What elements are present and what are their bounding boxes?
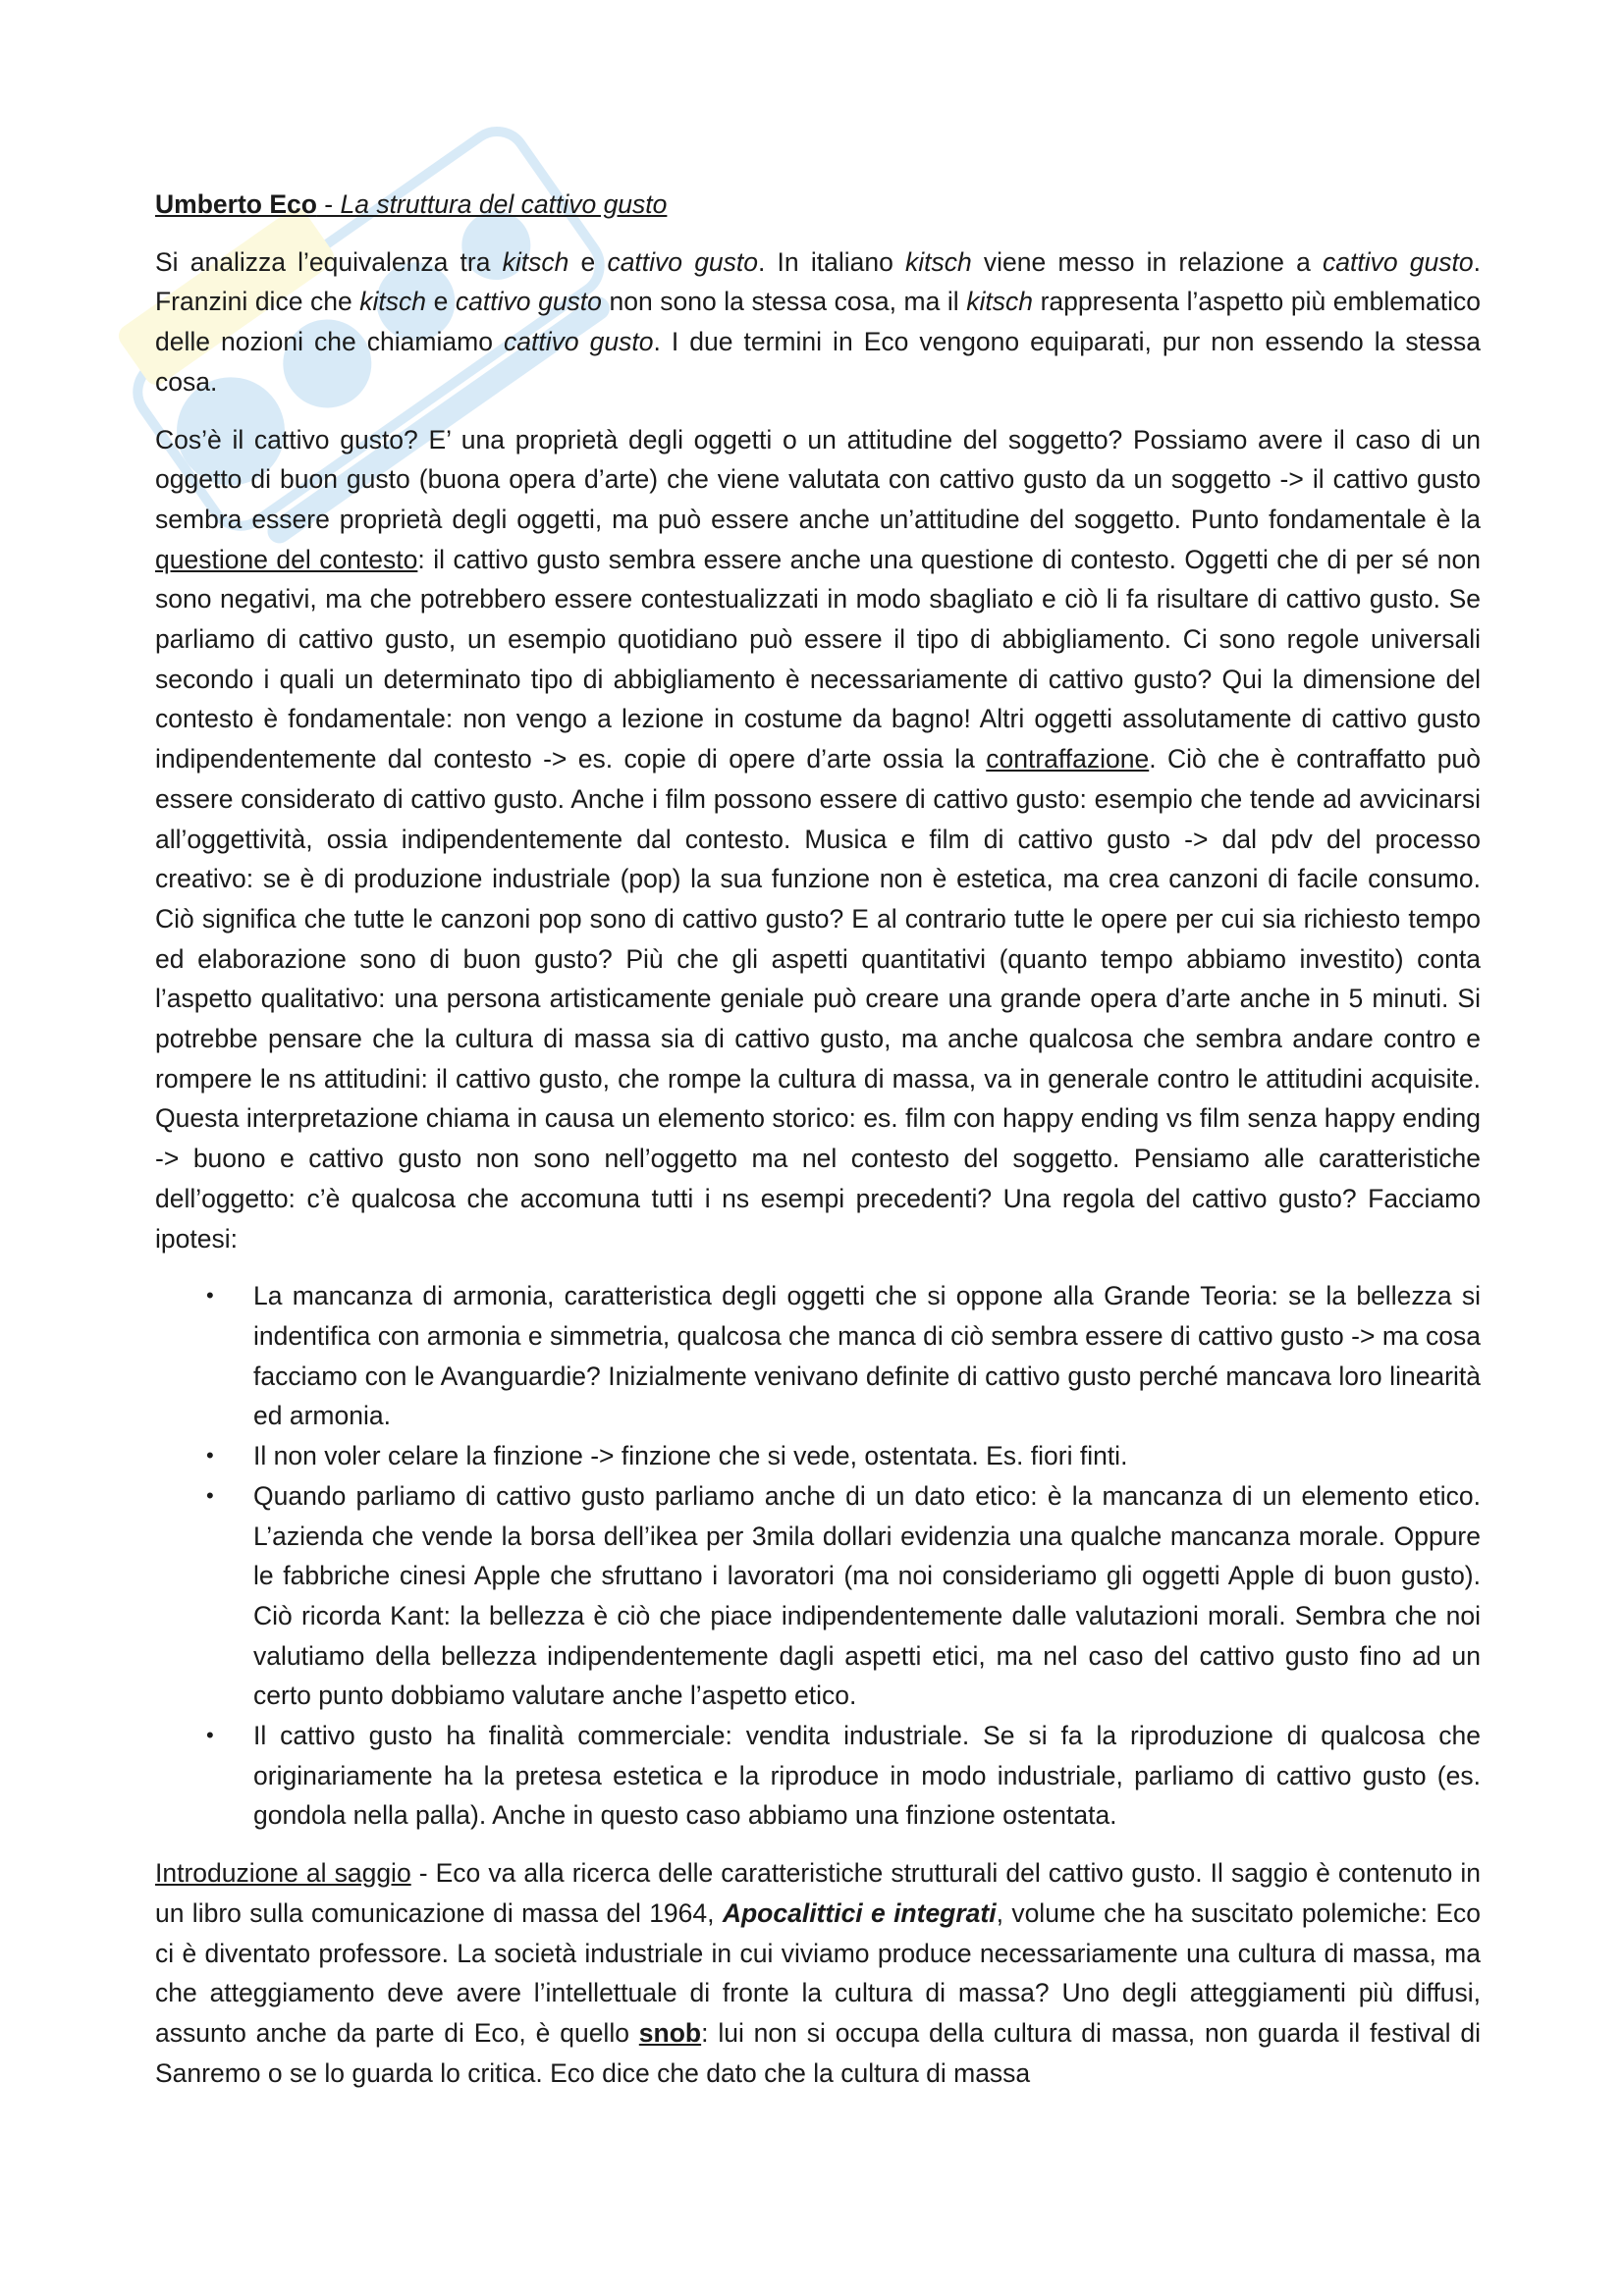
p1-term: cattivo gusto (455, 287, 602, 317)
p1-text: rappresenta l’aspetto più emblematico delle nozioni che chiamiamo (155, 287, 1481, 357)
p3-text: - Eco va alla ricerca delle caratteristiche strutturali del cattivo gusto. Il saggio è contenuto in un libro sulla comunicazione di massa del 1964, (155, 1858, 1481, 1928)
paragraph-3 (155, 1853, 1481, 2093)
list-item-text: Il non voler celare la finzione -> finzione che si vede, ostentata. Es. fiori finti. (253, 1441, 1128, 1471)
list-item (155, 1436, 1481, 1476)
list-item-text: Quando parliamo di cattivo gusto parliamo anche di un dato etico: è la mancanza di un elemento etico. L’azienda che vende la borsa dell’ikea per 3mila dollari evidenzia una qualche mancanza morale. Oppure le fabbriche cinesi Apple che sfruttano i lavoratori (ma noi consideriamo gli oggetti Apple di buon gusto). Ciò ricorda Kant: la bellezza è ciò che piace indipendentemente dalle valutazioni morali. Sembra che noi valutiamo della bellezza indipendentemente dagli aspetti etici, ma nel caso del cattivo gusto fino ad un certo punto dobbiamo valutare anche l’aspetto etico. (253, 1480, 1481, 1711)
paragraph-1 (155, 242, 1481, 402)
p1-term: cattivo gusto (607, 246, 759, 277)
p1-text: Si analizza l’equivalenza tra (155, 246, 503, 277)
document-page (155, 185, 1481, 2110)
bullet-icon: • (206, 1443, 214, 1468)
p1-text: . Franzini dice che (155, 246, 1482, 317)
p1-term: kitsch (966, 287, 1034, 317)
paragraph-2 (155, 420, 1481, 1259)
list-item-text: La mancanza di armonia, caratteristica degli oggetti che si oppone alla Grande Teoria: se la bellezza si indentifica con armonia e simmetria, qualcosa che manca di ciò sembra essere di cattivo gusto -> ma cosa facciamo con le Avanguardie? Inizialmente venivano definite di cattivo gusto perché mancava loro linearità ed armonia. (253, 1281, 1481, 1431)
list-item (155, 1716, 1481, 1836)
p1-term: cattivo gusto (503, 327, 654, 357)
list-item (155, 1476, 1481, 1716)
p1-text: e (426, 287, 456, 317)
p1-text: . In italiano (758, 246, 905, 277)
bullet-icon: • (206, 1283, 214, 1308)
p2-text: . Ciò che è contraffatto può essere considerato di cattivo gusto. Anche i film possono essere di cattivo gusto: esempio che tende ad avvicinarsi all’oggettività, ossia indipendentemente dal contesto. Musica e film di cattivo gusto -> dal pdv del processo creativo: se è di produzione industriale (pop) la sua funzione non è estetica, ma crea canzoni di facile consumo. Ciò significa che tutte le canzoni pop sono di cattivo gusto? E al contrario tutte le opere per cui sia richiesto tempo ed elaborazione sono di buon gusto? Più che gli aspetti quantitativi (quanto tempo abbiamo investito) conta l’aspetto qualitativo: una persona artisticamente geniale può creare una grande opera d’arte anche in 5 minuti. Si potrebbe pensare che la cultura di massa sia di cattivo gusto, ma anche qualcosa che sembra andare contro e rompere le ns attitudini: il cattivo gusto, che rompe la cultura di massa, va in generale contro le attitudini acquisite. Questa interpretazione chiama in causa un elemento storico: es. film con happy ending vs film senza happy ending -> buono e cattivo gusto non sono nell’oggetto ma nel contesto del soggetto. Pensiamo alle caratteristiche dell’oggetto: c’è qualcosa che accomuna tutti i ns esempi precedenti? Una regola del cattivo gusto? Facciamo ipotesi: (155, 744, 1481, 1254)
hypotheses-list (155, 1276, 1481, 1836)
heading-title: La struttura del cattivo gusto (340, 189, 668, 219)
p1-text: . I due termini in Eco vengono equiparati, pur non essendo la stessa cosa. (155, 327, 1482, 397)
bullet-icon: • (206, 1723, 214, 1748)
p2-text: Cos’è il cattivo gusto? E’ una proprietà degli oggetti o un attitudine del soggetto? Possiamo avere il caso di un oggetto di buon gusto (buona opera d’arte) che viene valutata con cattivo gusto da un soggetto -> il cattivo gusto sembra essere proprietà degli oggetti, ma può essere anche un’attitudine del soggetto. Punto fondamentale è la (155, 424, 1481, 534)
bullet-icon: • (206, 1482, 214, 1508)
p2-underlined-term: questione del contesto (155, 544, 418, 574)
p1-term: kitsch (502, 246, 569, 277)
p1-term: kitsch (359, 287, 427, 317)
p2-text: : il cattivo gusto sembra essere anche una questione di contesto. Oggetti che di per sé non sono negativi, ma che potrebbero essere contestualizzati in modo sbagliato e ciò li fa risultare di cattivo gusto. Se parliamo di cattivo gusto, un esempio quotidiano può essere il tipo di abbigliamento. Ci sono regole universali secondo i quali un determinato tipo di abbigliamento è necessariamente di cattivo gusto? Qui la dimensione del contesto è fondamentale: non vengo a lezione in costume da bagno! Altri oggetti assolutamente di cattivo gusto indipendentemente dal contesto -> es. copie di opere d’arte ossia la (155, 544, 1481, 774)
heading-author: Umberto Eco (155, 189, 317, 219)
heading-underline (155, 189, 667, 219)
p3-text: : lui non si occupa della cultura di massa, non guarda il festival di Sanremo o se lo guarda lo critica. Eco dice che dato che la cultura di massa (155, 2017, 1481, 2088)
p3-book-title: Apocalittici e integrati (722, 1897, 997, 1928)
p1-term: cattivo gusto (1323, 246, 1474, 277)
heading-separator: - (316, 189, 341, 219)
p3-keyword: snob (638, 2017, 702, 2048)
p1-text: e (568, 246, 608, 277)
p2-underlined-term: contraffazione (986, 744, 1150, 774)
p3-text: , volume che ha suscitato polemiche: Eco ci è diventato professore. La società industriale in cui viviamo produce necessariamente una cultura di massa, ma che atteggiamento deve avere l’intellettuale di fronte la cultura di massa? Uno degli atteggiamenti più diffusi, assunto anche da parte di Eco, è quello (155, 1897, 1482, 2048)
p1-text: non sono la stessa cosa, ma il (601, 287, 967, 317)
p1-term: kitsch (904, 246, 972, 277)
list-item (155, 1276, 1481, 1436)
p1-text: viene messo in relazione a (971, 246, 1324, 277)
p3-section-label: Introduzione al saggio (155, 1858, 411, 1889)
list-item-text: Il cattivo gusto ha finalità commerciale: vendita industriale. Se si fa la riproduzione di qualcosa che originariamente ha la pretesa estetica e la riproduce in modo industriale, parliamo di cattivo gusto (es. gondola nella palla). Anche in questo caso abbiamo una finzione ostentata. (253, 1721, 1481, 1831)
document-heading (155, 185, 1481, 225)
